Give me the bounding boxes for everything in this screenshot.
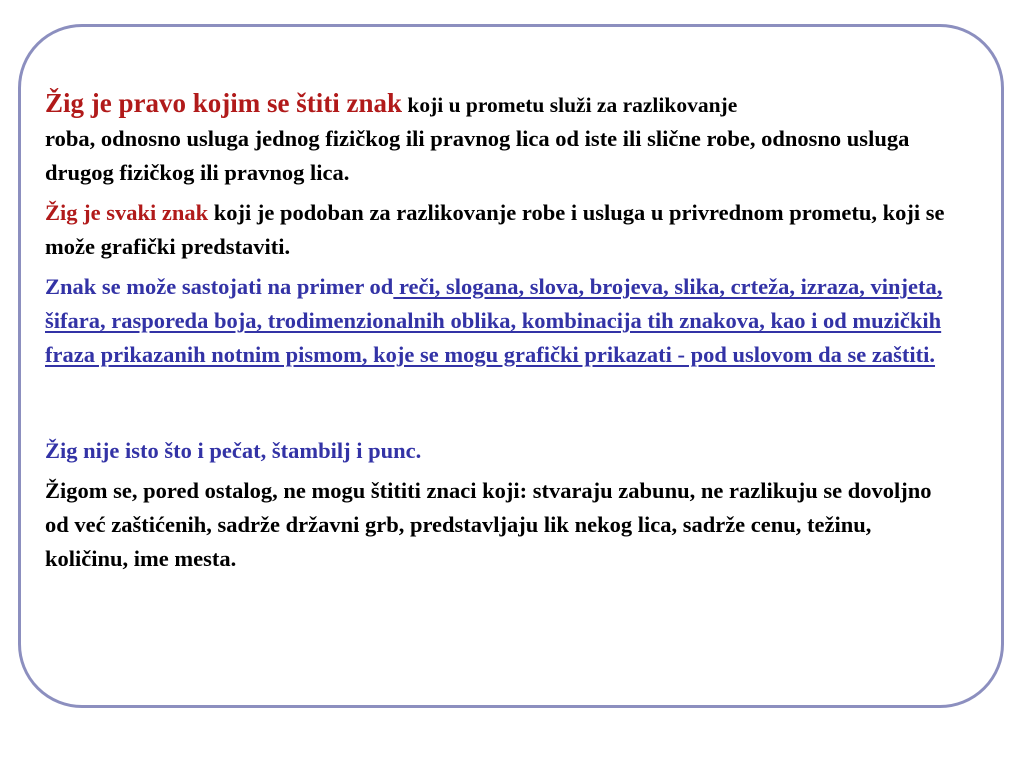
definition-line1-rest: koji u prometu služi za razlikovanje	[402, 93, 738, 117]
paragraph-examples	[45, 270, 960, 372]
examples-intro: Znak se može sastojati na primer od	[45, 274, 394, 299]
paragraph-not-seal	[45, 434, 960, 468]
paragraph-any-sign	[45, 196, 960, 264]
exclusions-text: Žigom se, pored ostalog, ne mogu štititi znaci koji: stvaraju zabunu, ne razlikuju se dovoljno od već zaštićenih, sadrže državni grb, predstavljaju lik nekog lica, sadrže cenu, težinu, količinu, ime mesta.	[45, 478, 932, 571]
any-sign-lead: Žig je svaki znak	[45, 200, 209, 225]
any-sign-rest: koji je podoban za razlikovanje robe i usluga u privrednom prometu, koji se može grafički predstaviti.	[45, 200, 945, 259]
not-seal-text: Žig nije isto što i pečat, štambilj i punc.	[45, 438, 422, 463]
definition-rest: roba, odnosno usluga jednog fizičkog ili pravnog lica od iste ili slične robe, odnosno usluga drugog fizičkog ili pravnog lica.	[45, 126, 910, 185]
paragraph-definition	[45, 86, 960, 190]
examples-list: reči, slogana, slova, brojeva, slika, crteža, izraza, vinjeta, šifara, rasporeda boja, trodimenzionalnih oblika, kombinacija tih znakova, kao i od muzičkih fraza prikazanih notnim pismom, koje se mogu grafički prikazati - pod uslovom da se zaštiti.	[45, 274, 943, 367]
definition-lead: Žig je pravo kojim se štiti znak	[45, 88, 402, 118]
slide-content	[45, 86, 960, 576]
paragraph-exclusions	[45, 474, 960, 576]
